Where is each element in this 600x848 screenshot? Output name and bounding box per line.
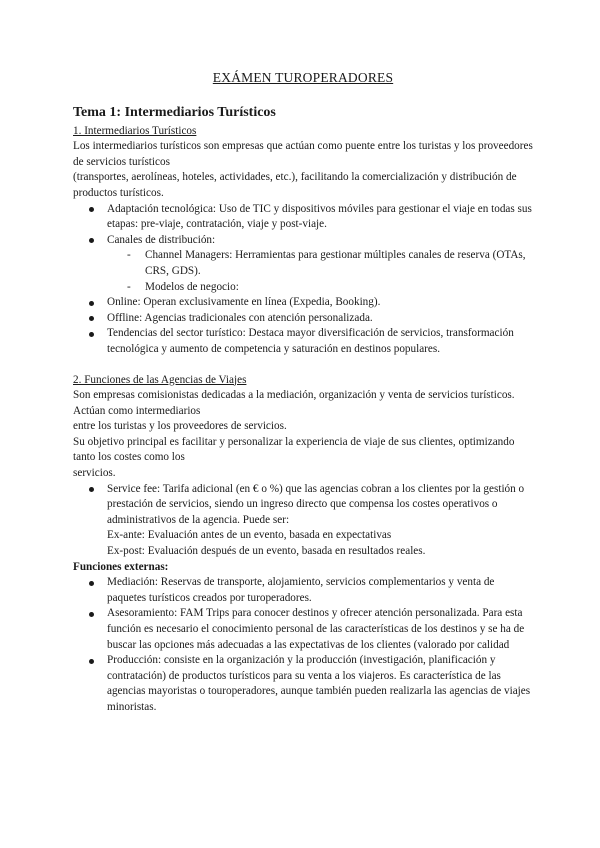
bullet-icon	[89, 316, 94, 321]
list-item	[73, 482, 533, 560]
bullet-icon	[89, 238, 94, 243]
list-item	[73, 233, 533, 295]
spacer	[73, 358, 533, 373]
bullet-icon	[89, 207, 94, 212]
dash-item	[107, 248, 533, 279]
list-item	[73, 202, 533, 233]
list-item-text: Canales de distribución:	[107, 233, 216, 246]
list-item-text: Adaptación tecnológica: Uso de TIC y dispositivos móviles para gestionar el viaje en todas sus etapas: pre-viaje, contratación, viaje y post-viaje.	[107, 202, 532, 231]
list-item-text: Mediación: Reservas de transporte, alojamiento, servicios complementarios y venta de paquetes turísticos creados por turoperadores.	[107, 576, 495, 604]
section-1-intro-2: (transportes, aerolíneas, hoteles, actividades, etc.), facilitando la comercialización y distribución de productos turísticos.	[73, 171, 517, 199]
section-1-heading: 1. Intermediarios Turísticos	[73, 124, 197, 137]
dash-icon: -	[127, 280, 131, 293]
list-item	[73, 653, 533, 715]
section-2-paragraph-2: entre los turistas y los proveedores de servicios.	[73, 420, 287, 433]
section-2-paragraph-1: Son empresas comisionistas dedicadas a la mediación, organización y venta de servicios turísticos. Actúan como intermediarios	[73, 389, 515, 417]
list-item-text: Offline: Agencias tradicionales con atención personalizada.	[107, 311, 373, 324]
service-fee-list	[73, 482, 533, 560]
tema-heading: Tema 1: Intermediarios Turísticos	[73, 104, 276, 120]
dash-item-text: Channel Managers: Herramientas para gestionar múltiples canales de reserva (OTAs, CRS, GDS).	[145, 249, 526, 277]
list-item	[73, 326, 533, 357]
bullet-icon	[89, 612, 94, 617]
list-item-text: Online: Operan exclusivamente en línea (Expedia, Booking).	[107, 296, 381, 309]
section-2-heading: 2. Funciones de las Agencias de Viajes	[73, 373, 247, 386]
document-title: EXÁMEN TUROPERADORES	[212, 70, 394, 85]
list-item-text: Tendencias del sector turístico: Destaca mayor diversificación de servicios, transformación tecnológica y aumento de competencia y saturación en destinos populares.	[107, 327, 514, 355]
dash-list	[107, 248, 533, 295]
bullet-icon	[89, 332, 94, 337]
dash-item-text: Modelos de negocio:	[145, 280, 239, 293]
ex-post-line: Ex-post: Evaluación después de un evento, basada en resultados reales.	[107, 545, 426, 558]
document-page	[73, 70, 533, 716]
bullet-icon	[89, 659, 94, 664]
list-item	[73, 575, 533, 606]
funciones-list	[73, 575, 533, 715]
list-item	[73, 295, 533, 311]
list-item	[73, 311, 533, 327]
bullet-icon	[89, 487, 94, 492]
bullet-icon	[89, 301, 94, 306]
bullet-icon	[89, 581, 94, 586]
list-item-text: Asesoramiento: FAM Trips para conocer destinos y ofrecer atención personalizada. Para esta función es necesario el conocimiento personal de las características de los destinos y se ha de buscar las opciones más adecuadas a las expectativas de los clientes (valorado por calidad	[107, 607, 525, 651]
dash-item	[107, 280, 533, 296]
dash-icon: -	[127, 249, 131, 262]
ex-ante-line: Ex-ante: Evaluación antes de un evento, basada en expectativas	[107, 529, 392, 542]
section-1-intro-1: Los intermediarios turísticos son empresas que actúan como puente entre los turistas y los proveedores de servicios turísticos	[73, 140, 533, 168]
section-1-bullet-list	[73, 202, 533, 358]
list-item-text: Producción: consiste en la organización y la producción (investigación, planificación y contratación) de productos turísticos para su venta a los viajeros. Es característica de las agencias mayoristas o touroperadores, aunque también pueden realizarla las agencias de viajes minoristas.	[107, 654, 531, 713]
section-2-paragraph-3: Su objetivo principal es facilitar y personalizar la experiencia de viaje de sus clientes, optimizando tanto los costes como los	[73, 435, 515, 464]
list-item	[73, 606, 533, 653]
section-2-paragraph-4: servicios.	[73, 467, 116, 480]
list-item-text: Service fee: Tarifa adicional (en € o %) que las agencias cobran a los clientes por la gestión o prestación de servicios, siendo un ingreso directo que compensa los costes operativos o administrativos de la agencia. Puede ser:	[107, 482, 525, 526]
funciones-externas-heading: Funciones externas:	[73, 560, 169, 573]
